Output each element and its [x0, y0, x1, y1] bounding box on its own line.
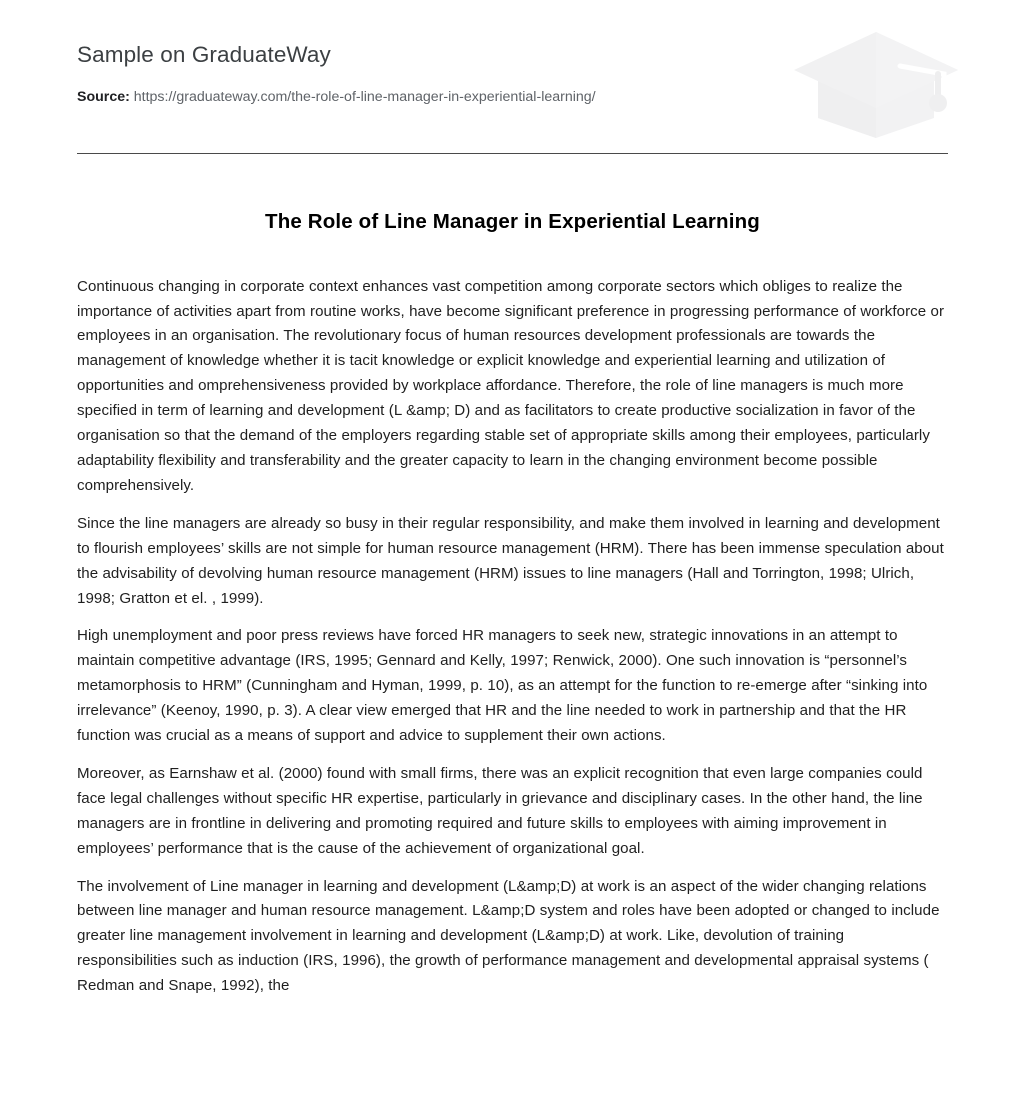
source-line: [77, 88, 596, 106]
body-paragraph: The involvement of Line manager in learning and development (L&amp;D) at work is an aspect of the wider changing relations between line manager and human resource management. L&amp;D system and roles have been adopted or changed to include greater line management involvement in learning and development (L&amp;D) at work. Like, devolution of training responsibilities such as induction (IRS, 1996), the growth of performance management and developmental appraisal systems ( Redman and Snape, 1992), the: [77, 877, 940, 995]
graduation-cap-icon: [788, 22, 964, 138]
body-paragraph: High unemployment and poor press reviews have forced HR managers to seek new, strategic innovations in an attempt to maintain competitive advantage (IRS, 1995; Gennard and Kelly, 1997; Renwick, 2000). One such innovation is “personnel’s metamorphosis to HRM” (Cunningham and Hyman, 1999, p. 10), as an attempt for the function to re-emerge after “sinking into irrelevance” (Keenoy, 1990, p. 3). A clear view emerged that HR and the line needed to work in partnership and that the HR function was crucial as a means of support and advice to supplement their own actions.: [77, 627, 928, 745]
document-content: [77, 153, 948, 999]
page-header: [0, 0, 1024, 153]
brand-title: Sample on GraduateWay: [77, 42, 331, 67]
source-label: Source:: [77, 89, 130, 105]
body-paragraph: Moreover, as Earnshaw et al. (2000) found with small firms, there was an explicit recognition that even large companies could face legal challenges without specific HR expertise, particularly in grievance and disciplinary cases. In the other hand, the line managers are in frontline in delivering and promoting required and future skills to employees with aiming improvement in employees’ performance that is the cause of the achievement of organizational goal.: [77, 764, 923, 857]
document-body: [77, 236, 946, 999]
body-paragraph: Continuous changing in corporate context enhances vast competition among corporate sectors which obliges to realize the importance of activities apart from routine works, have become significant preference in progressing performance of workforce or employees in an organisation. The revolutionary focus of human resources development professionals are towards the management of knowledge whether it is tacit knowledge or explicit knowledge and experiential learning and utilization of opportunities and omprehensiveness provided by workplace affordance. Therefore, the role of line managers is much more specified in term of learning and development (L &amp; D) and as facilitators to create productive socialization in favor of the organisation so that the demand of the employers regarding stable set of appropriate skills among their employees, particularly adaptability flexibility and transferability and the greater capacity to learn in the changing environment become possible comprehensively.: [77, 277, 945, 494]
source-url: https://graduateway.com/the-role-of-line-manager-in-experiential-learning/: [129, 89, 596, 105]
page-title: The Role of Line Manager in Experiential Learning: [265, 210, 760, 233]
body-paragraph: Since the line managers are already so busy in their regular responsibility, and make them involved in learning and development to flourish employees’ skills are not simple for human resource management (HRM). There has been immense speculation about the advisability of devolving human resource management (HRM) issues to line managers (Hall and Torrington, 1998; Ulrich, 1998; Gratton et el. , 1999).: [77, 514, 944, 607]
